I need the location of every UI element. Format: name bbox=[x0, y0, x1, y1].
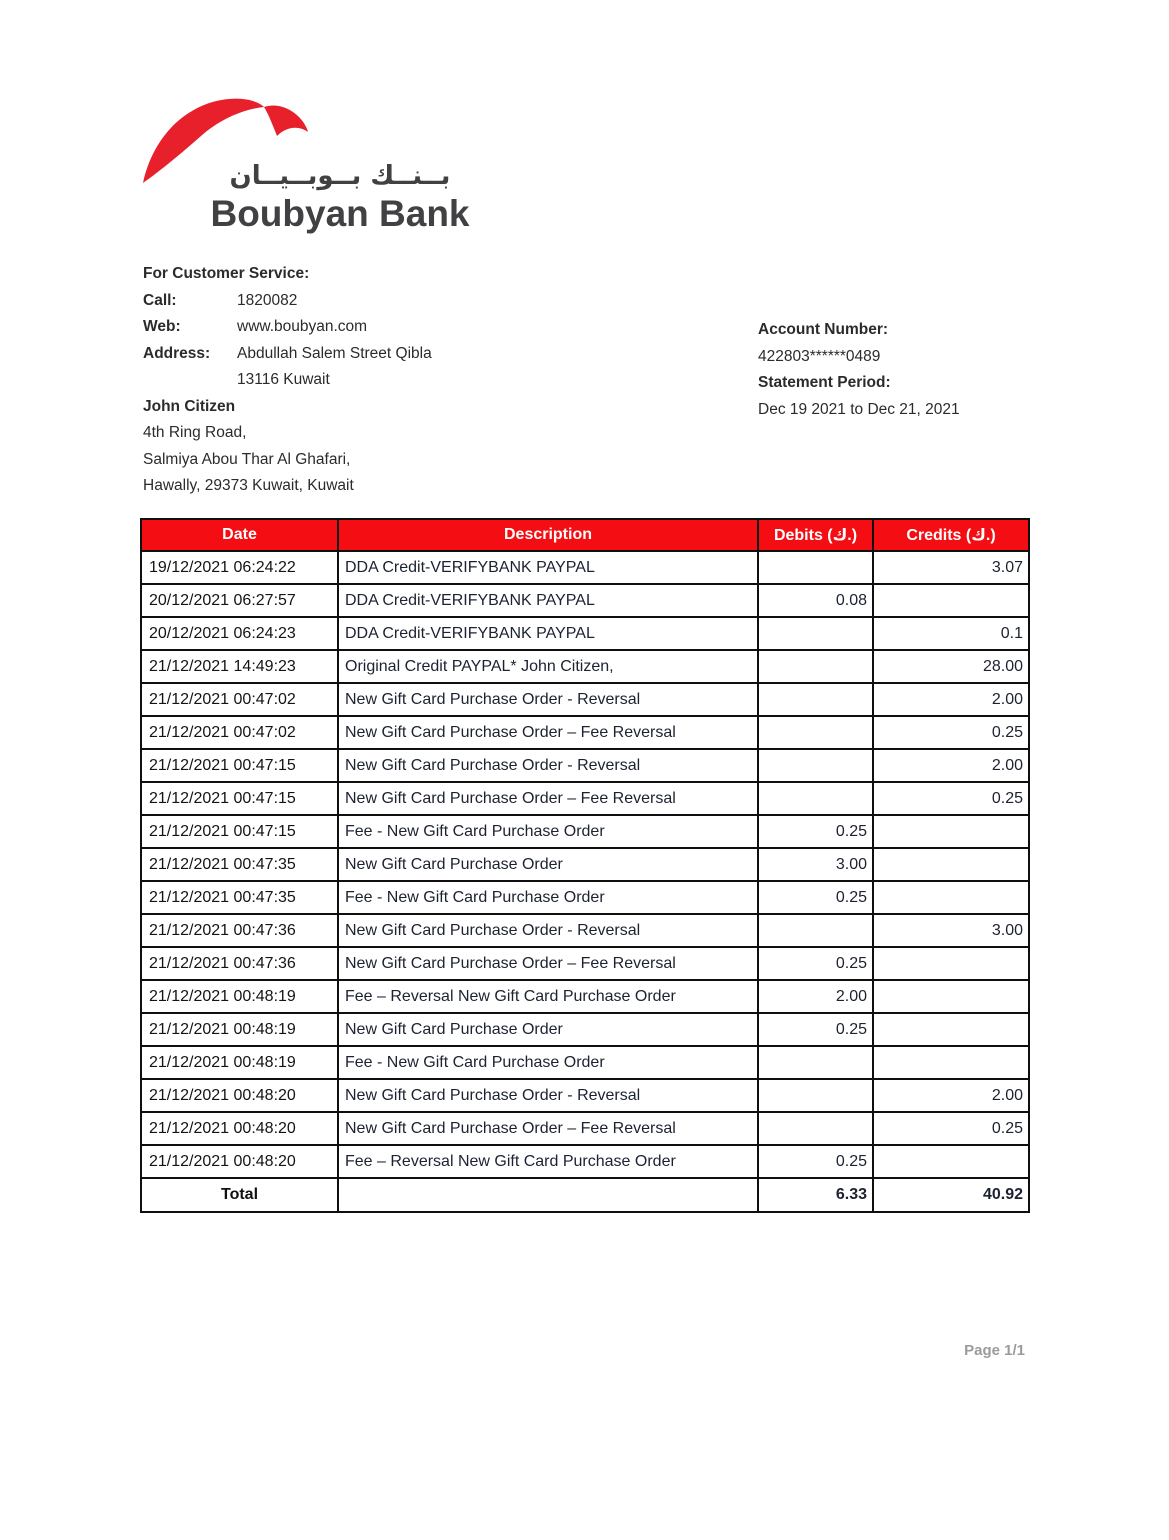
transaction-date: 21/12/2021 00:48:19 bbox=[141, 1013, 338, 1046]
transaction-date: 21/12/2021 00:47:02 bbox=[141, 716, 338, 749]
transaction-credit bbox=[873, 1013, 1029, 1046]
address-label-spacer bbox=[143, 367, 237, 394]
transaction-credit: 0.25 bbox=[873, 1112, 1029, 1145]
transaction-credit bbox=[873, 815, 1029, 848]
transaction-credit: 3.00 bbox=[873, 914, 1029, 947]
table-row bbox=[141, 716, 1029, 749]
transaction-description: Fee – Reversal New Gift Card Purchase Order bbox=[338, 980, 758, 1013]
transaction-debit bbox=[758, 914, 873, 947]
transaction-credit bbox=[873, 881, 1029, 914]
total-debits: 6.33 bbox=[758, 1178, 873, 1212]
table-row bbox=[141, 584, 1029, 617]
customer-service-block bbox=[143, 261, 623, 500]
transaction-description: New Gift Card Purchase Order – Fee Reversal bbox=[338, 716, 758, 749]
transaction-credit bbox=[873, 848, 1029, 881]
table-row bbox=[141, 782, 1029, 815]
transaction-debit bbox=[758, 716, 873, 749]
transaction-credit bbox=[873, 980, 1029, 1013]
statement-period-label: Statement Period: bbox=[758, 374, 891, 391]
transaction-debit bbox=[758, 1112, 873, 1145]
transaction-date: 21/12/2021 00:47:15 bbox=[141, 782, 338, 815]
column-header-debits: Debits (ك.) bbox=[758, 519, 873, 551]
transaction-debit: 0.25 bbox=[758, 815, 873, 848]
transaction-date: 20/12/2021 06:24:23 bbox=[141, 617, 338, 650]
table-row bbox=[141, 617, 1029, 650]
customer-service-address-row bbox=[143, 341, 623, 368]
transaction-date: 21/12/2021 00:47:35 bbox=[141, 848, 338, 881]
transaction-description: New Gift Card Purchase Order - Reversal bbox=[338, 749, 758, 782]
transaction-date: 21/12/2021 00:48:20 bbox=[141, 1112, 338, 1145]
transaction-description: Fee - New Gift Card Purchase Order bbox=[338, 815, 758, 848]
transaction-description: New Gift Card Purchase Order - Reversal bbox=[338, 1079, 758, 1112]
transaction-description: Fee - New Gift Card Purchase Order bbox=[338, 1046, 758, 1079]
account-info-block bbox=[758, 317, 1088, 423]
bank-name-arabic: بــنــك بــوبــيــان bbox=[229, 161, 451, 191]
account-number-label: Account Number: bbox=[758, 321, 889, 338]
transaction-date: 21/12/2021 00:47:36 bbox=[141, 914, 338, 947]
transaction-description: Fee - New Gift Card Purchase Order bbox=[338, 881, 758, 914]
transaction-description: New Gift Card Purchase Order – Fee Reversal bbox=[338, 782, 758, 815]
transaction-credit: 3.07 bbox=[873, 551, 1029, 584]
account-number-value: 422803******0489 bbox=[758, 347, 881, 365]
transaction-debit bbox=[758, 650, 873, 683]
transaction-debit bbox=[758, 683, 873, 716]
address-label: Address: bbox=[143, 344, 211, 362]
table-row bbox=[141, 848, 1029, 881]
table-row bbox=[141, 947, 1029, 980]
call-value: 1820082 bbox=[237, 291, 298, 309]
transaction-description: DDA Credit-VERIFYBANK PAYPAL bbox=[338, 584, 758, 617]
transaction-description: DDA Credit-VERIFYBANK PAYPAL bbox=[338, 617, 758, 650]
statement-period-value: Dec 19 2021 to Dec 21, 2021 bbox=[758, 400, 960, 418]
transaction-description: New Gift Card Purchase Order – Fee Reversal bbox=[338, 1112, 758, 1145]
customer-service-address-row2 bbox=[143, 367, 623, 394]
transaction-credit bbox=[873, 1145, 1029, 1178]
transactions-table bbox=[140, 518, 1030, 1213]
total-description-cell bbox=[338, 1178, 758, 1212]
total-credits: 40.92 bbox=[873, 1178, 1029, 1212]
transaction-date: 21/12/2021 00:47:15 bbox=[141, 815, 338, 848]
transaction-debit: 0.25 bbox=[758, 1145, 873, 1178]
table-row bbox=[141, 881, 1029, 914]
table-row bbox=[141, 1145, 1029, 1178]
page-number: Page 1/1 bbox=[964, 1342, 1025, 1359]
column-header-date: Date bbox=[141, 519, 338, 551]
transaction-debit bbox=[758, 749, 873, 782]
transaction-credit: 0.1 bbox=[873, 617, 1029, 650]
transaction-date: 21/12/2021 14:49:23 bbox=[141, 650, 338, 683]
transaction-credit bbox=[873, 1046, 1029, 1079]
table-row bbox=[141, 914, 1029, 947]
address-value-line1: Abdullah Salem Street Qibla bbox=[237, 344, 432, 362]
customer-service-web-row bbox=[143, 314, 623, 341]
transaction-description: New Gift Card Purchase Order bbox=[338, 848, 758, 881]
transaction-description: DDA Credit-VERIFYBANK PAYPAL bbox=[338, 551, 758, 584]
table-row bbox=[141, 815, 1029, 848]
transaction-debit bbox=[758, 782, 873, 815]
recipient-name: John Citizen bbox=[143, 397, 236, 415]
transactions-header bbox=[141, 519, 1029, 551]
transaction-debit: 2.00 bbox=[758, 980, 873, 1013]
transaction-debit bbox=[758, 1046, 873, 1079]
transaction-debit: 0.25 bbox=[758, 947, 873, 980]
transaction-date: 20/12/2021 06:27:57 bbox=[141, 584, 338, 617]
transaction-description: New Gift Card Purchase Order - Reversal bbox=[338, 683, 758, 716]
table-row bbox=[141, 1046, 1029, 1079]
transaction-debit: 0.25 bbox=[758, 881, 873, 914]
web-value: www.boubyan.com bbox=[237, 318, 368, 335]
transaction-debit: 0.25 bbox=[758, 1013, 873, 1046]
transaction-date: 21/12/2021 00:48:20 bbox=[141, 1079, 338, 1112]
transaction-debit: 0.08 bbox=[758, 584, 873, 617]
call-label: Call: bbox=[143, 291, 177, 309]
table-row bbox=[141, 980, 1029, 1013]
transaction-date: 21/12/2021 00:48:20 bbox=[141, 1145, 338, 1178]
address-value-line2: 13116 Kuwait bbox=[237, 371, 330, 388]
web-label: Web: bbox=[143, 318, 181, 335]
transaction-debit bbox=[758, 1079, 873, 1112]
transaction-credit bbox=[873, 584, 1029, 617]
table-row bbox=[141, 1013, 1029, 1046]
transaction-description: New Gift Card Purchase Order bbox=[338, 1013, 758, 1046]
total-row bbox=[141, 1178, 1029, 1212]
transaction-date: 21/12/2021 00:48:19 bbox=[141, 1046, 338, 1079]
customer-service-call-row bbox=[143, 288, 623, 315]
transaction-date: 21/12/2021 00:48:19 bbox=[141, 980, 338, 1013]
table-row bbox=[141, 650, 1029, 683]
transaction-description: Fee – Reversal New Gift Card Purchase Order bbox=[338, 1145, 758, 1178]
column-header-credits: Credits (ك.) bbox=[873, 519, 1029, 551]
column-header-description: Description bbox=[338, 519, 758, 551]
table-row bbox=[141, 749, 1029, 782]
recipient-address-line1: 4th Ring Road, bbox=[143, 424, 247, 441]
transaction-credit: 0.25 bbox=[873, 716, 1029, 749]
transaction-description: New Gift Card Purchase Order – Fee Reversal bbox=[338, 947, 758, 980]
transaction-date: 21/12/2021 00:47:02 bbox=[141, 683, 338, 716]
table-row bbox=[141, 551, 1029, 584]
transaction-credit: 28.00 bbox=[873, 650, 1029, 683]
table-row bbox=[141, 1112, 1029, 1145]
customer-service-heading: For Customer Service: bbox=[143, 265, 310, 282]
total-label: Total bbox=[141, 1178, 338, 1212]
transactions-body bbox=[141, 551, 1029, 1178]
recipient-address-line3: Hawally, 29373 Kuwait, Kuwait bbox=[143, 477, 354, 494]
table-row bbox=[141, 1079, 1029, 1112]
transaction-description: New Gift Card Purchase Order - Reversal bbox=[338, 914, 758, 947]
transaction-debit bbox=[758, 551, 873, 584]
transaction-credit: 2.00 bbox=[873, 1079, 1029, 1112]
transaction-credit bbox=[873, 947, 1029, 980]
transaction-debit bbox=[758, 617, 873, 650]
table-row bbox=[141, 683, 1029, 716]
transaction-credit: 2.00 bbox=[873, 749, 1029, 782]
transaction-debit: 3.00 bbox=[758, 848, 873, 881]
bank-name-english: Boubyan Bank bbox=[210, 193, 470, 234]
transaction-date: 21/12/2021 00:47:15 bbox=[141, 749, 338, 782]
transaction-date: 19/12/2021 06:24:22 bbox=[141, 551, 338, 584]
transaction-date: 21/12/2021 00:47:35 bbox=[141, 881, 338, 914]
transaction-date: 21/12/2021 00:47:36 bbox=[141, 947, 338, 980]
recipient-address-line2: Salmiya Abou Thar Al Ghafari, bbox=[143, 450, 351, 468]
transaction-credit: 0.25 bbox=[873, 782, 1029, 815]
transaction-description: Original Credit PAYPAL* John Citizen, bbox=[338, 650, 758, 683]
transaction-credit: 2.00 bbox=[873, 683, 1029, 716]
